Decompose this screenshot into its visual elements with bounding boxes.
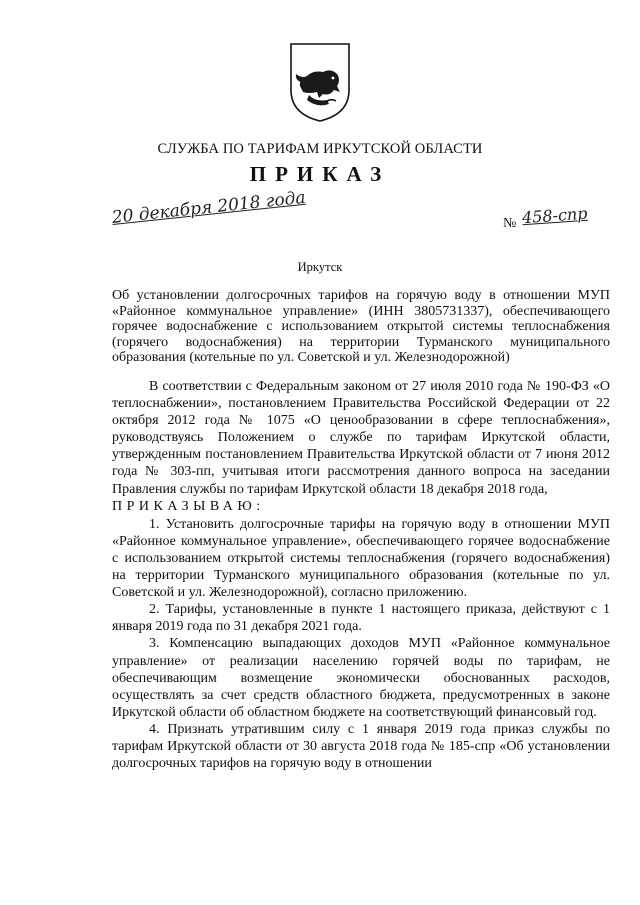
item-paragraph-1: 1. Установить долгосрочные тарифы на горячую воду в отношении МУП «Районное коммунальное управление», обеспечивающего горячее водоснабжение с использованием открытой системы теплоснабжения (горячего водоснабжения) на территории Турманского муниципального образования (котельные по ул. Советской и ул. Железнодорожной), согласно приложению. — [112, 516, 610, 601]
handwritten-number: 458-спр — [521, 203, 589, 228]
item-paragraph-2: 2. Тарифы, установленные в пункте 1 настоящего приказа, действуют с 1 января 2019 года по 31 декабря 2021 года. — [112, 602, 610, 635]
document-subject: Об установлении долгосрочных тарифов на горячую воду в отношении МУП «Районное коммунальное управление» (ИНН 3805731337), обеспечивающего горячее водоснабжение с использованием открытой системы теплоснабжения (горячего водоснабжения) на территории Турманского муниципального образования (котельные по ул. Советской и ул. Железнодорожной) — [112, 288, 610, 366]
number-label: № — [503, 216, 517, 231]
irkutsk-coat-of-arms-icon — [287, 40, 353, 124]
issuer-title: СЛУЖБА ПО ТАРИФАМ ИРКУТСКОЙ ОБЛАСТИ — [157, 141, 483, 157]
document-body — [112, 378, 610, 772]
decree-word: ПРИКАЗЫВАЮ: — [112, 498, 265, 514]
item-paragraph-4: 4. Признать утратившим силу с 1 января 2019 года приказ службы по тарифам Иркутской области от 30 августа 2018 года № 185-спр «Об установлении долгосрочных тарифов на горячую воду в отношении — [112, 721, 610, 772]
preamble-paragraph: В соответствии с Федеральным законом от 27 июля 2010 года № 190-ФЗ «О теплоснабжении», постановлением Правительства Российской Федерации от 22 октября 2012 года № 1075 «О ценообразовании в сфере теплоснабжения», руководствуясь Положением о службе по тарифам Иркутской области, утвержденным постановлением Правительства Иркутской области от 7 июня 2012 года № 303-пп, учитывая итоги рассмотрения данного вопроса на заседании Правления службы по тарифам Иркутской области 18 декабря 2018 года, — [112, 379, 610, 497]
place-of-issue: Иркутск — [297, 260, 343, 274]
document-type-heading: ПРИКАЗ — [249, 162, 391, 186]
item-paragraph-3: 3. Компенсацию выпадающих доходов МУП «Районное коммунальное управление» от реализации населению горячей воды по тарифам, не обеспечивающим возмещение экономически обоснованных расходов, осуществлять за счет средств областного бюджета, предусмотренных в законе Иркутской области об областном бюджете на соответствующий финансовый год. — [112, 636, 610, 720]
handwritten-date: 20 декабря 2018 года — [110, 187, 307, 228]
coat-of-arms-graphic — [287, 40, 353, 124]
